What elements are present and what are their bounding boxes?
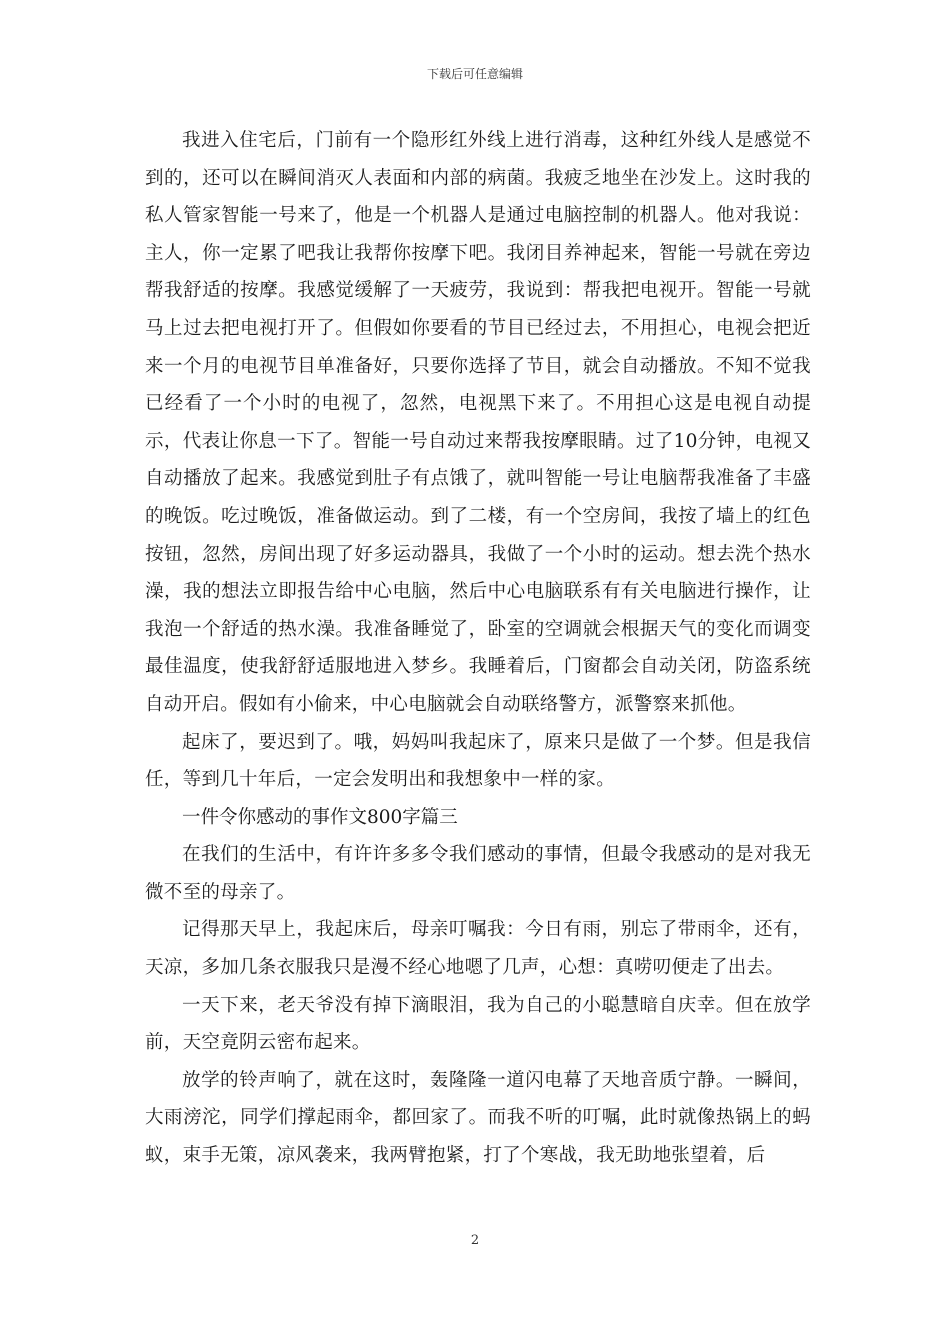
section-heading: 一件令你感动的事作文800字篇三 [182,806,458,828]
paragraph-morning: 记得那天早上，我起床后，母亲叮嘱我：今日有雨，别忘了带雨伞，还有，天凉，多加几条衣服我只是漫不经心地嗯了几声，心想：真唠叨便走了出去。 [145,919,811,979]
paragraph-rain: 放学的铃声响了，就在这时，轰隆隆一道闪电幕了天地音质宁静。一瞬间，大雨滂沱，同学们撑起雨伞，都回家了。而我不听的叮嘱，此时就像热锅上的蚂蚁，束手无策，凉风袭来，我两臂抱紧，打了个寒战，我无助地张望着，后 [145,1069,811,1167]
page-header: 下载后可任意编辑 [426,67,523,81]
page-number: 2 [470,1233,480,1248]
paragraph-smart-home: 我进入住宅后，门前有一个隐形红外线上进行消毒，这种红外线人是感觉不到的，还可以在瞬间消灭人表面和内部的病菌。我疲乏地坐在沙发上。这时我的私人管家智能一号来了，他是一个机器人是通过电脑控制的机器人。他对我说：主人，你一定累了吧我让我帮你按摩下吧。我闭目养神起来，智能一号就在旁边帮我舒适的按摩。我感觉缓解了一天疲劳，我说到：帮我把电视开。智能一号就马上过去把电视打开了。但假如你要看的节目已经过去，不用担心，电视会把近来一个月的电视节目单准备好，只要你选择了节目，就会自动播放。不知不觉我已经看了一个小时的电视了，忽然，电视黑下来了。不用担心这是电视自动提示，代表让你息一下了。智能一号自动过来帮我按摩眼睛。过了10分钟，电视又自动播放了起来。我感觉到肚子有点饿了，就叫智能一号让电脑帮我准备了丰盛的晚饭。吃过晚饭，准备做运动。到了二楼，有一个空房间，我按了墙上的红色按钮，忽然，房间出现了好多运动器具，我做了一个小时的运动。想去洗个热水澡，我的想法立即报告给中心电脑，然后中心电脑联系有有关电脑进行操作，让我泡一个舒适的热水澡。我准备睡觉了，卧室的空调就会根据天气的变化而调变最佳温度，使我舒舒适服地进入梦乡。我睡着后，门窗都会自动关闭，防盗系统自动开启。假如有小偷来，中心电脑就会自动联络警方，派警察来抓他。 [145,130,811,715]
paragraph-day: 一天下来，老天爷没有掉下滴眼泪，我为自己的小聪慧暗自庆幸。但在放学前，天空竟阴云密布起来。 [145,994,811,1054]
paragraph-intro-mother: 在我们的生活中，有许许多多令我们感动的事情，但最令我感动的是对我无微不至的母亲了。 [145,844,811,903]
paragraph-wake-up: 起床了，要迟到了。哦，妈妈叫我起床了，原来只是做了一个梦。但是我信任，等到几十年后，一定会发明出和我想象中一样的家。 [145,731,811,791]
document-body [145,122,811,1175]
